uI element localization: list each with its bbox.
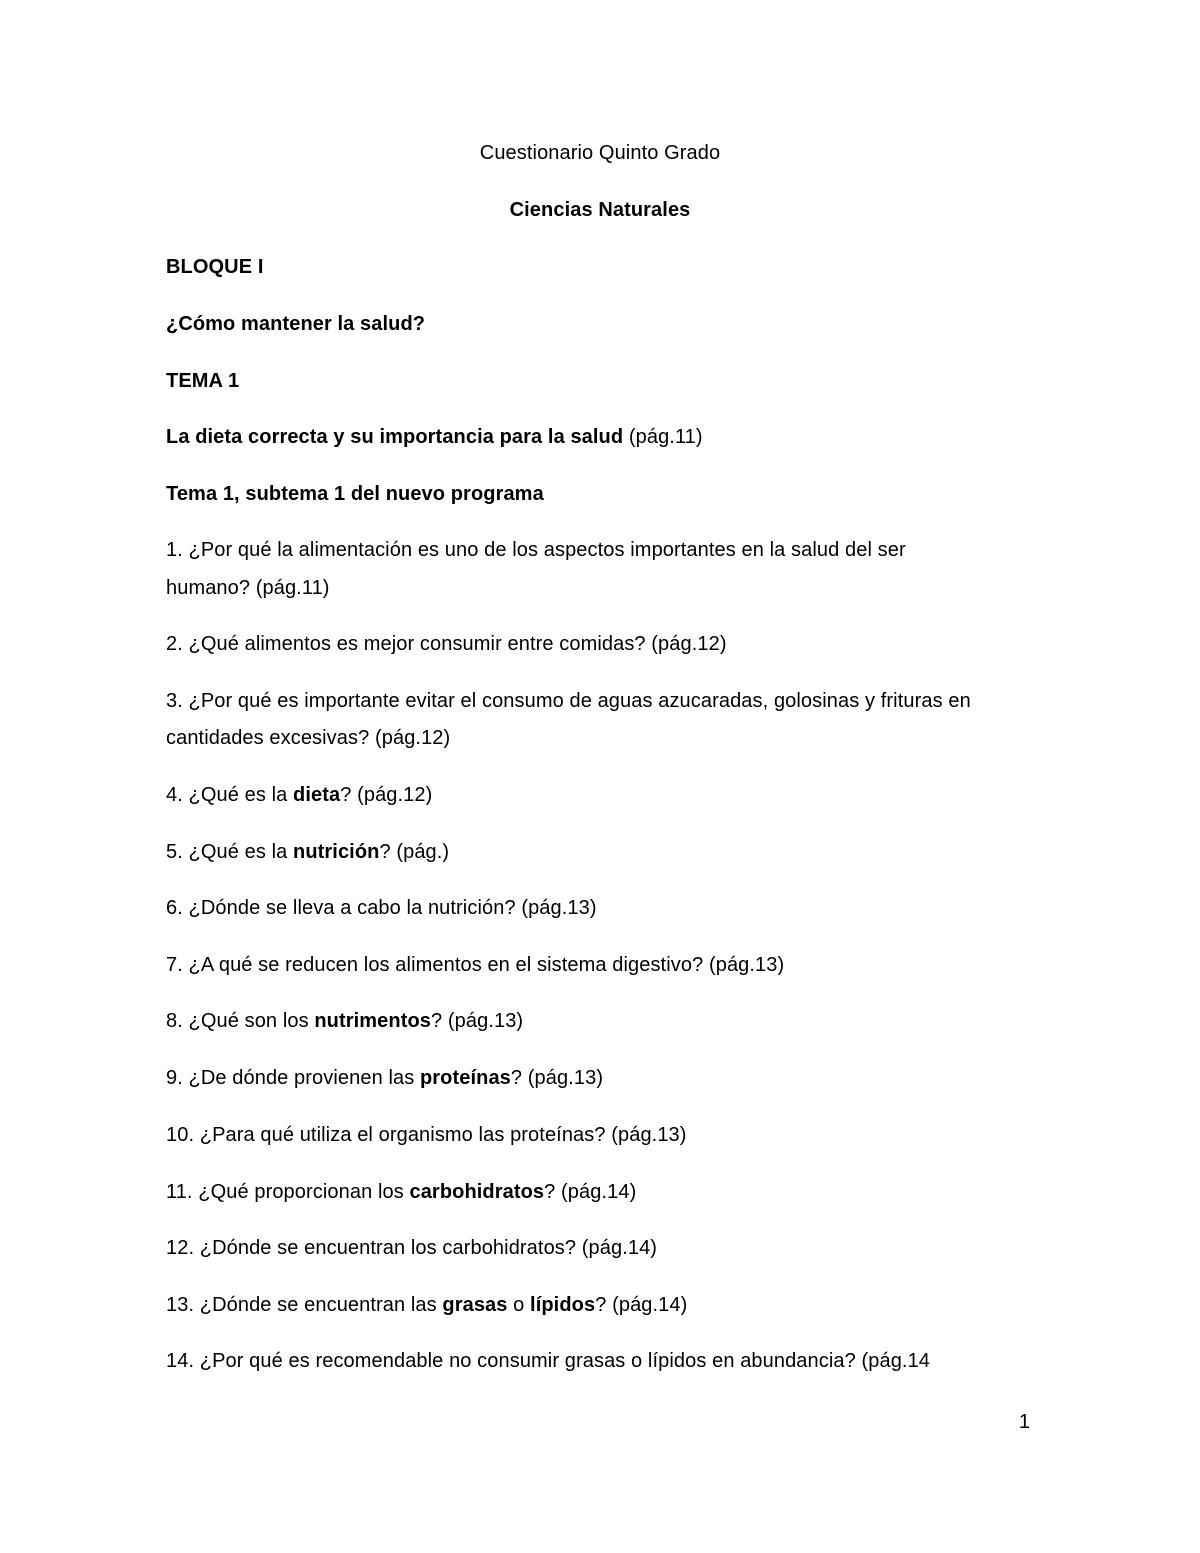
question-4 — [166, 783, 432, 807]
question-2: 2. ¿Qué alimentos es mejor consumir entre comidas? (pág.12) — [166, 633, 727, 655]
question-9-pre: 9. ¿De dónde provienen las — [166, 1067, 420, 1089]
question-5-post: ? (pág.) — [379, 841, 450, 863]
question-10: 10. ¿Para qué utiliza el organismo las proteínas? (pág.13) — [166, 1124, 687, 1146]
question-7: 7. ¿A qué se reducen los alimentos en el sistema digestivo? (pág.13) — [166, 954, 785, 976]
question-5-term: nutrición — [293, 841, 380, 863]
question-8-post: ? (pág.13) — [431, 1010, 524, 1032]
question-4-pre: 4. ¿Qué es la — [166, 784, 294, 806]
question-4-post: ? (pág.12) — [340, 784, 433, 806]
question-11 — [166, 1180, 636, 1204]
question-13 — [166, 1293, 687, 1317]
question-8-pre: 8. ¿Qué son los — [166, 1010, 315, 1032]
page-number: 1 — [1018, 1411, 1030, 1433]
topic-title — [166, 425, 703, 449]
topic-title-page: (pág.11) — [623, 426, 703, 448]
question-13-mid: o — [507, 1294, 531, 1316]
question-6: 6. ¿Dónde se lleva a cabo la nutrición? (pág.13) — [166, 897, 597, 919]
block-heading: BLOQUE I — [166, 256, 264, 278]
question-13-pre: 13. ¿Dónde se encuentran las — [166, 1294, 443, 1316]
question-5 — [166, 840, 449, 864]
question-9-post: ? (pág.13) — [510, 1067, 604, 1089]
topic-heading: TEMA 1 — [166, 370, 240, 392]
question-1-line-1: 1. ¿Por qué la alimentación es uno de los aspectos importantes en la salud del ser — [166, 539, 906, 561]
subject-heading: Ciencias Naturales — [509, 199, 691, 221]
topic-title-bold: La dieta correcta y su importancia para la salud — [166, 426, 624, 448]
block-question: ¿Cómo mantener la salud? — [166, 313, 426, 335]
question-4-term: dieta — [293, 784, 341, 806]
question-11-post: ? (pág.14) — [544, 1181, 637, 1203]
question-13-term-1: grasas — [442, 1294, 508, 1316]
question-11-pre: 11. ¿Qué proporcionan los — [166, 1181, 410, 1203]
question-8-term: nutrimentos — [314, 1010, 432, 1032]
question-8 — [166, 1009, 523, 1033]
question-9 — [166, 1066, 603, 1090]
question-13-term-2: lípidos — [530, 1294, 596, 1316]
question-3-line-1: 3. ¿Por qué es importante evitar el consumo de aguas azucaradas, golosinas y frituras en — [166, 690, 971, 712]
question-12: 12. ¿Dónde se encuentran los carbohidratos? (pág.14) — [166, 1237, 658, 1259]
question-14: 14. ¿Por qué es recomendable no consumir grasas o lípidos en abundancia? (pág.14 — [166, 1350, 931, 1372]
question-13-post: ? (pág.14) — [595, 1294, 688, 1316]
question-5-pre: 5. ¿Qué es la — [166, 841, 294, 863]
question-11-term: carbohidratos — [409, 1181, 545, 1203]
document-title: Cuestionario Quinto Grado — [479, 142, 721, 164]
question-9-term: proteínas — [419, 1067, 511, 1089]
question-1-line-2: humano? (pág.11) — [166, 577, 330, 599]
question-3-line-2: cantidades excesivas? (pág.12) — [166, 727, 451, 749]
subtopic-heading: Tema 1, subtema 1 del nuevo programa — [166, 483, 544, 505]
